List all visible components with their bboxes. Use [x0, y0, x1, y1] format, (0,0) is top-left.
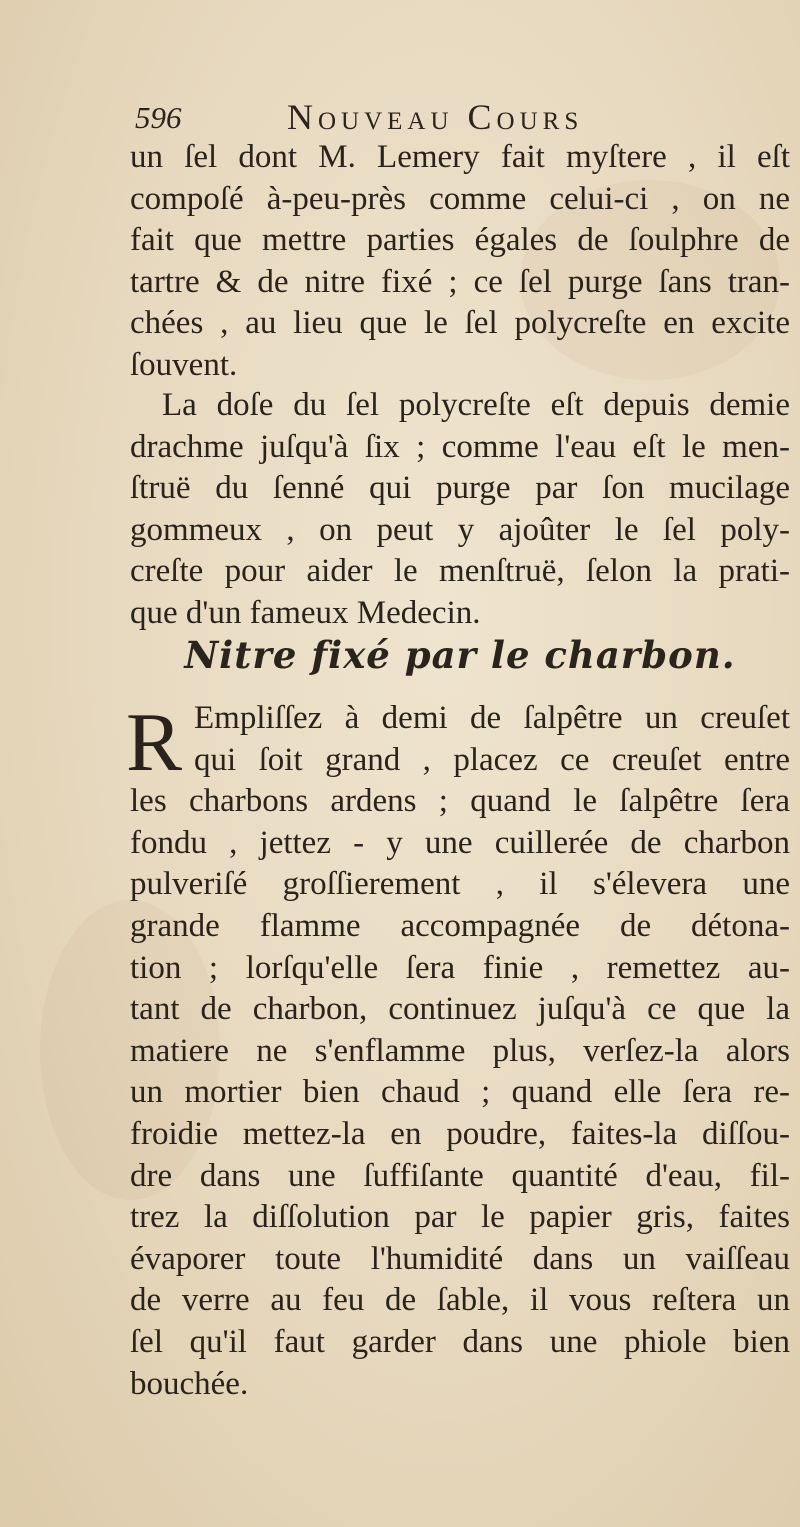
paragraph-1 — [130, 137, 790, 387]
text-line: froidie mettez-la en poudre, faites-la diſſou- — [130, 1115, 790, 1152]
text-line: bouchée. — [130, 1365, 249, 1402]
text-line: que d'un fameux Medecin. — [130, 594, 481, 631]
text-line: pulveriſé groſſierement , il s'élevera une — [130, 866, 790, 903]
text-line: de verre au feu de ſable, il vous reſtera un — [130, 1282, 790, 1319]
page-number: 596 — [135, 100, 182, 135]
section-body — [126, 696, 790, 1405]
text-line: un mortier bien chaud ; quand elle ſera re- — [130, 1074, 790, 1111]
text-line: creſte pour aider le menſtruë, ſelon la prati- — [130, 553, 790, 590]
text-line: matiere ne s'enflamme plus, verſez-la alors — [130, 1032, 790, 1069]
text-line: les charbons ardens ; quand le ſalpêtre ſera — [130, 783, 790, 820]
text-line: tion ; lorſqu'elle ſera finie , remettez au- — [130, 949, 790, 986]
text-line: qui ſoit grand , placez ce creuſet entre — [194, 741, 790, 778]
text-line: fait que mettre parties égales de ſoulphre de — [130, 222, 790, 259]
text-line: compoſé à-peu-près comme celui-ci , on ne — [130, 180, 790, 217]
text-line: ſtruë du ſenné qui purge par ſon mucilage — [130, 470, 790, 507]
text-line: ſel qu'il faut garder dans une phiole bien — [130, 1323, 790, 1360]
text-line: tant de charbon, continuez juſqu'à ce que la — [130, 991, 790, 1028]
section-heading: Nitre fixé par le charbon. — [184, 633, 736, 677]
text-line: La doſe du ſel polycreſte eſt depuis demie — [162, 387, 790, 423]
running-head — [135, 96, 775, 140]
text-line: fondu , jettez - y une cuillerée de charbon — [130, 824, 790, 861]
text-line: ſouvent. — [130, 346, 238, 383]
text-line: dre dans une ſuffiſante quantité d'eau, fil- — [130, 1157, 790, 1194]
text-line: tartre & de nitre fixé ; ce ſel purge ſans tran- — [130, 263, 790, 300]
running-title: Nouveau Cours — [287, 97, 584, 137]
text-line: trez la diſſolution par le papier gris, faites — [130, 1199, 790, 1236]
text-line: drachme juſqu'à ſix ; comme l'eau eſt le men- — [130, 428, 790, 465]
paragraph-2 — [130, 385, 790, 635]
text-line: un ſel dont M. Lemery fait myſtere , il eſt — [130, 139, 790, 175]
text-line: chées , au lieu que le ſel polycreſte en excite — [130, 305, 790, 342]
text-line: Empliſſez à demi de ſalpêtre un creuſet — [194, 700, 790, 736]
text-line: évaporer toute l'humidité dans un vaiſſeau — [130, 1240, 790, 1277]
text-line: gommeux , on peut y ajoûter le ſel poly- — [130, 511, 790, 548]
drop-cap: R — [126, 696, 183, 789]
text-line: grande flamme accompagnée de détona- — [130, 907, 790, 944]
